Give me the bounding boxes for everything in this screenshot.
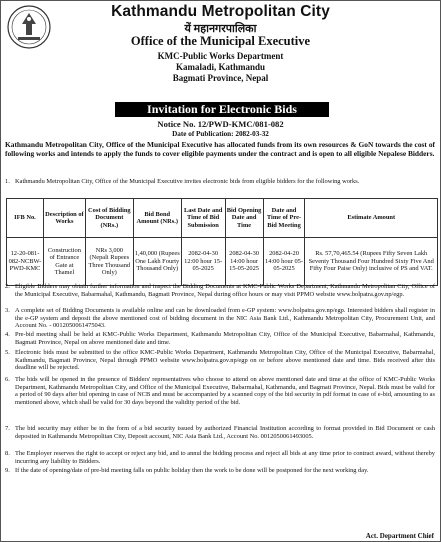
column-header: Bid Opening Date and Time [225, 199, 263, 238]
list-item-text: The bids will be opened in the presence of Bidders' representatives who choose to attend on above mentioned date and time at the office of KMC-Public Works Department, Kathmandu Metropolitan City, and Office of the Municipal Executive, Babarmahal, Kathmandu, and Bagmati Province, Nepal. Bids must be valid for a period of 90 days after bid opening in case of NCB and must be accompanied by a scanned copy of the bid security in pdf format in case of e-bid, amounting to as mentioned above, which shall be valid for 30 days beyond the validity period of the bid. [15, 376, 435, 406]
list-item-number: 9. [5, 467, 10, 474]
column-header: Bid Bond Amount (NRs.) [133, 199, 181, 238]
header-address-line2: Bagmati Province, Nepal [172, 73, 269, 83]
list-item-text: Electronic bids must be submitted to the office KMC-Public Works Department, Kathmandu Metropolitan City, Office of the Municipal Executive, Babarmahal, Kathmandu, Bagmati Province, Nepal through PPMO website www.bolpatra.gov.np/egp on or before above mentioned date and time. Bids received after this deadline will be rejected. [15, 349, 435, 372]
column-header: Date and Time of Pre-Bid Meeting [263, 199, 305, 238]
list-item [5, 376, 435, 406]
column-header: Description of Works [43, 199, 85, 238]
list-item-number: 5. [5, 349, 10, 356]
bids-table [6, 198, 438, 286]
list-item-text: Kathmandu Metropolitan City, Office of the Municipal Executive invites electronic bids from eligible bidders for the following works. [15, 178, 360, 185]
notice-number: Notice No. 12/PWD-KMC/081-082 [157, 119, 284, 129]
header-title: Kathmandu Metropolitan City [111, 3, 330, 20]
list-item [5, 307, 435, 330]
list-item-number: 2. [5, 283, 10, 290]
column-header: Estimate Amount [305, 199, 438, 238]
list-item [5, 178, 435, 186]
list-item-number: 1. [5, 178, 10, 185]
list-item [5, 283, 435, 298]
table-cell: NRs 3,000 (Nepali Rupees Three Thousand Only) [85, 238, 133, 286]
list-item-number: 4. [5, 331, 10, 338]
list-item [5, 349, 435, 372]
list-item-text: A complete set of Bidding Documents is available online and can be downloaded from e-GP system: www.bolpatra.gov.np/egp. Interested bidders shall register in the e-GP system and deposit the above mentioned cost of bidding document in the NIC Asia Bank Ltd., Kathmandu Metropolitan City, Procurement Unit, and Account No. - 0012050061475043. [15, 307, 435, 330]
table-cell: 2082-04-30 12:00 hour 15-05-2025 [181, 238, 225, 286]
header-department: KMC-Public Works Department [157, 51, 284, 61]
column-header: Last Date and Time of Bid Submission [181, 199, 225, 238]
table-cell: 2082-04-30 14:00 hour 15-05-2025 [225, 238, 263, 286]
signature-title: Act. Department Chief [365, 532, 434, 540]
table-cell: 2082-04-20 14:00 hour 05-05-2025 [263, 238, 305, 286]
table-header-row [7, 199, 438, 238]
list-item-text: The bid security may either be in the form of a bid security issued by authorized Financial Institution according to format provided in Bid Document or cash deposited in Kathmandu Metropolitan City, Deposit account, NIC Asia Bank Ltd., Account No. 0012050061493005. [15, 425, 435, 440]
list-item-text: Pre-bid meeting shall be held at KMC-Public Works Department, Kathmandu Metropolitan City, Office of the Municipal Executive, Babarmahal, Kathmandu, Bagmati Province, Nepal on above mentioned date and time. [15, 331, 435, 346]
invitation-banner: Invitation for Electronic Bids [115, 102, 329, 117]
publication-date: Date of Publication: 2082-03-32 [172, 130, 269, 138]
list-item-number: 3. [5, 307, 10, 314]
list-item-number: 6. [5, 376, 10, 383]
list-item-text: The Employer reserves the right to accept or reject any bid, and to annul the bidding process and reject all bids at any time prior to contract award, without thereby incurring any liability to Bidders. [15, 450, 435, 465]
table-cell: Rs. 57,70,465.54 (Rupees Fifty Seven Lakh Seventy Thousand Four Hundred Sixty Five And Fifty Four Paise Only) inclusive of PS and VAT. [305, 238, 438, 286]
list-item [5, 450, 435, 465]
header-office: Office of the Municipal Executive [130, 34, 311, 48]
column-header: Cost of Bidding Document (NRs.) [85, 199, 133, 238]
list-item [5, 467, 435, 475]
list-item-text: Eligible Bidders may obtain further information and inspect the Bidding Documents at KMC-Public Works Department, Kathmandu Metropolitan City, Office of the Municipal Executive, Babarmahal, Kathmandu, Bagmati Province, Nepal during office hours or may visit PPMO website www.bolpatra.gov.np/egp. [15, 283, 435, 298]
list-item-text: If the date of opening/date of pre-bid meeting falls on public holiday then the work to be done will be postponed for the next working day. [15, 467, 369, 474]
table-cell: 12-20-081-082-NCBW-PWD-KMC [7, 238, 44, 286]
header-title-nepali: यें महानगरपालिका [184, 23, 257, 35]
table-row [7, 238, 438, 286]
list-item [5, 331, 435, 346]
list-item-number: 8. [5, 450, 10, 457]
header-address-line1: Kamaladi, Kathmandu [175, 62, 266, 72]
intro-paragraph: Kathmandu Metropolitan City, Office of the Municipal Executive has allocated funds from its own resources & GoN towards the cost of following works and intends to apply the funds to cover eligible payments under the contract and is open to all eligible Nepalese Bidders. [5, 140, 435, 158]
table-cell: 1,40,000 (Rupees One Lakh Fourty Thousand Only) [133, 238, 181, 286]
list-item-number: 7. [5, 425, 10, 432]
list-item [5, 425, 435, 440]
table-cell: Construction of Entrance Gate at Thamel [43, 238, 85, 286]
column-header: IFB No. [7, 199, 44, 238]
